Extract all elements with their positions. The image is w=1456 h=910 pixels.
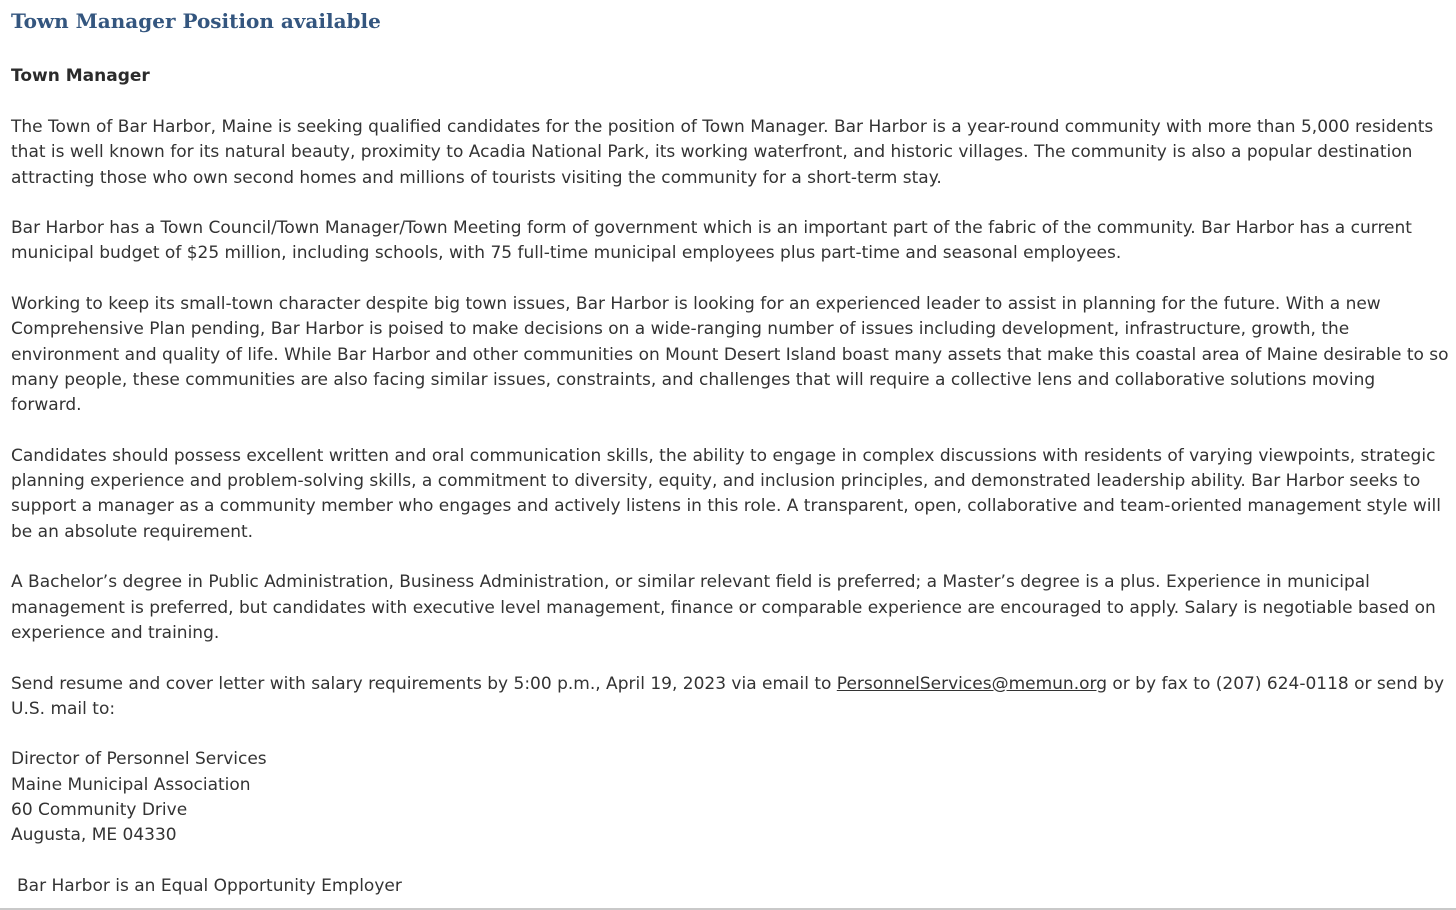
paragraph-overview: The Town of Bar Harbor, Maine is seeking qualified candidates for the position of Town Manager. Bar Harbor is a year-round community with more than 5,000 residents that is well known for its natural beauty, proximity to Acadia National Park, its working waterfront, and historic villages. The community is also a popular destination attracting those who own second homes and millions of tourists visiting the community for a short-term stay. bbox=[11, 117, 1434, 188]
address-line-2: Maine Municipal Association bbox=[11, 774, 251, 795]
page-title: Town Manager Position available bbox=[11, 9, 381, 33]
address-line-3: 60 Community Drive bbox=[11, 800, 188, 821]
application-text-before: Send resume and cover letter with salary requirements by 5:00 p.m., April 19, 2023 via email to bbox=[11, 673, 837, 694]
mailing-address bbox=[11, 747, 1449, 848]
address-line-1: Director of Personnel Services bbox=[11, 749, 267, 770]
posting-body bbox=[11, 115, 1449, 899]
email-link[interactable]: PersonnelServices@memun.org bbox=[836, 673, 1107, 694]
application-text-after: or by fax to (207) 624-0118 or send by U.S. mail to: bbox=[11, 673, 1445, 719]
equal-opportunity-note: Bar Harbor is an Equal Opportunity Employer bbox=[17, 875, 402, 896]
paragraph-qualifications: Candidates should possess excellent written and oral communication skills, the ability to engage in complex discussions with residents of varying viewpoints, strategic planning experience and problem-solving skills, a commitment to diversity, equity, and inclusion principles, and demonstrated leadership ability. Bar Harbor seeks to support a manager as a community member who engages and actively listens in this role. A transparent, open, collaborative and team-oriented management style will be an absolute requirement. bbox=[11, 445, 1441, 542]
paragraph-application bbox=[11, 672, 1449, 723]
position-title: Town Manager bbox=[11, 66, 150, 86]
address-line-4: Augusta, ME 04330 bbox=[11, 825, 177, 846]
paragraph-government: Bar Harbor has a Town Council/Town Manager/Town Meeting form of government which is an important part of the fabric of the community. Bar Harbor has a current municipal budget of $25 million, including schools, with 75 full-time municipal employees plus part-time and seasonal employees. bbox=[11, 218, 1412, 264]
paragraph-planning: Working to keep its small-town character despite big town issues, Bar Harbor is looking for an experienced leader to assist in planning for the future. With a new Comprehensive Plan pending, Bar Harbor is poised to make decisions on a wide-ranging number of issues including development, infrastructure, growth, the environment and quality of life. While Bar Harbor and other communities on Mount Desert Island boast many assets that make this coastal area of Maine desirable to so many people, these communities are also facing similar issues, constraints, and challenges that will require a collective lens and collaborative solutions moving forward. bbox=[11, 294, 1449, 416]
paragraph-education: A Bachelor’s degree in Public Administration, Business Administration, or similar relevant field is preferred; a Master’s degree is a plus. Experience in municipal management is preferred, but candidates with executive level management, finance or comparable experience are encouraged to apply. Salary is negotiable based on experience and training. bbox=[11, 572, 1436, 643]
